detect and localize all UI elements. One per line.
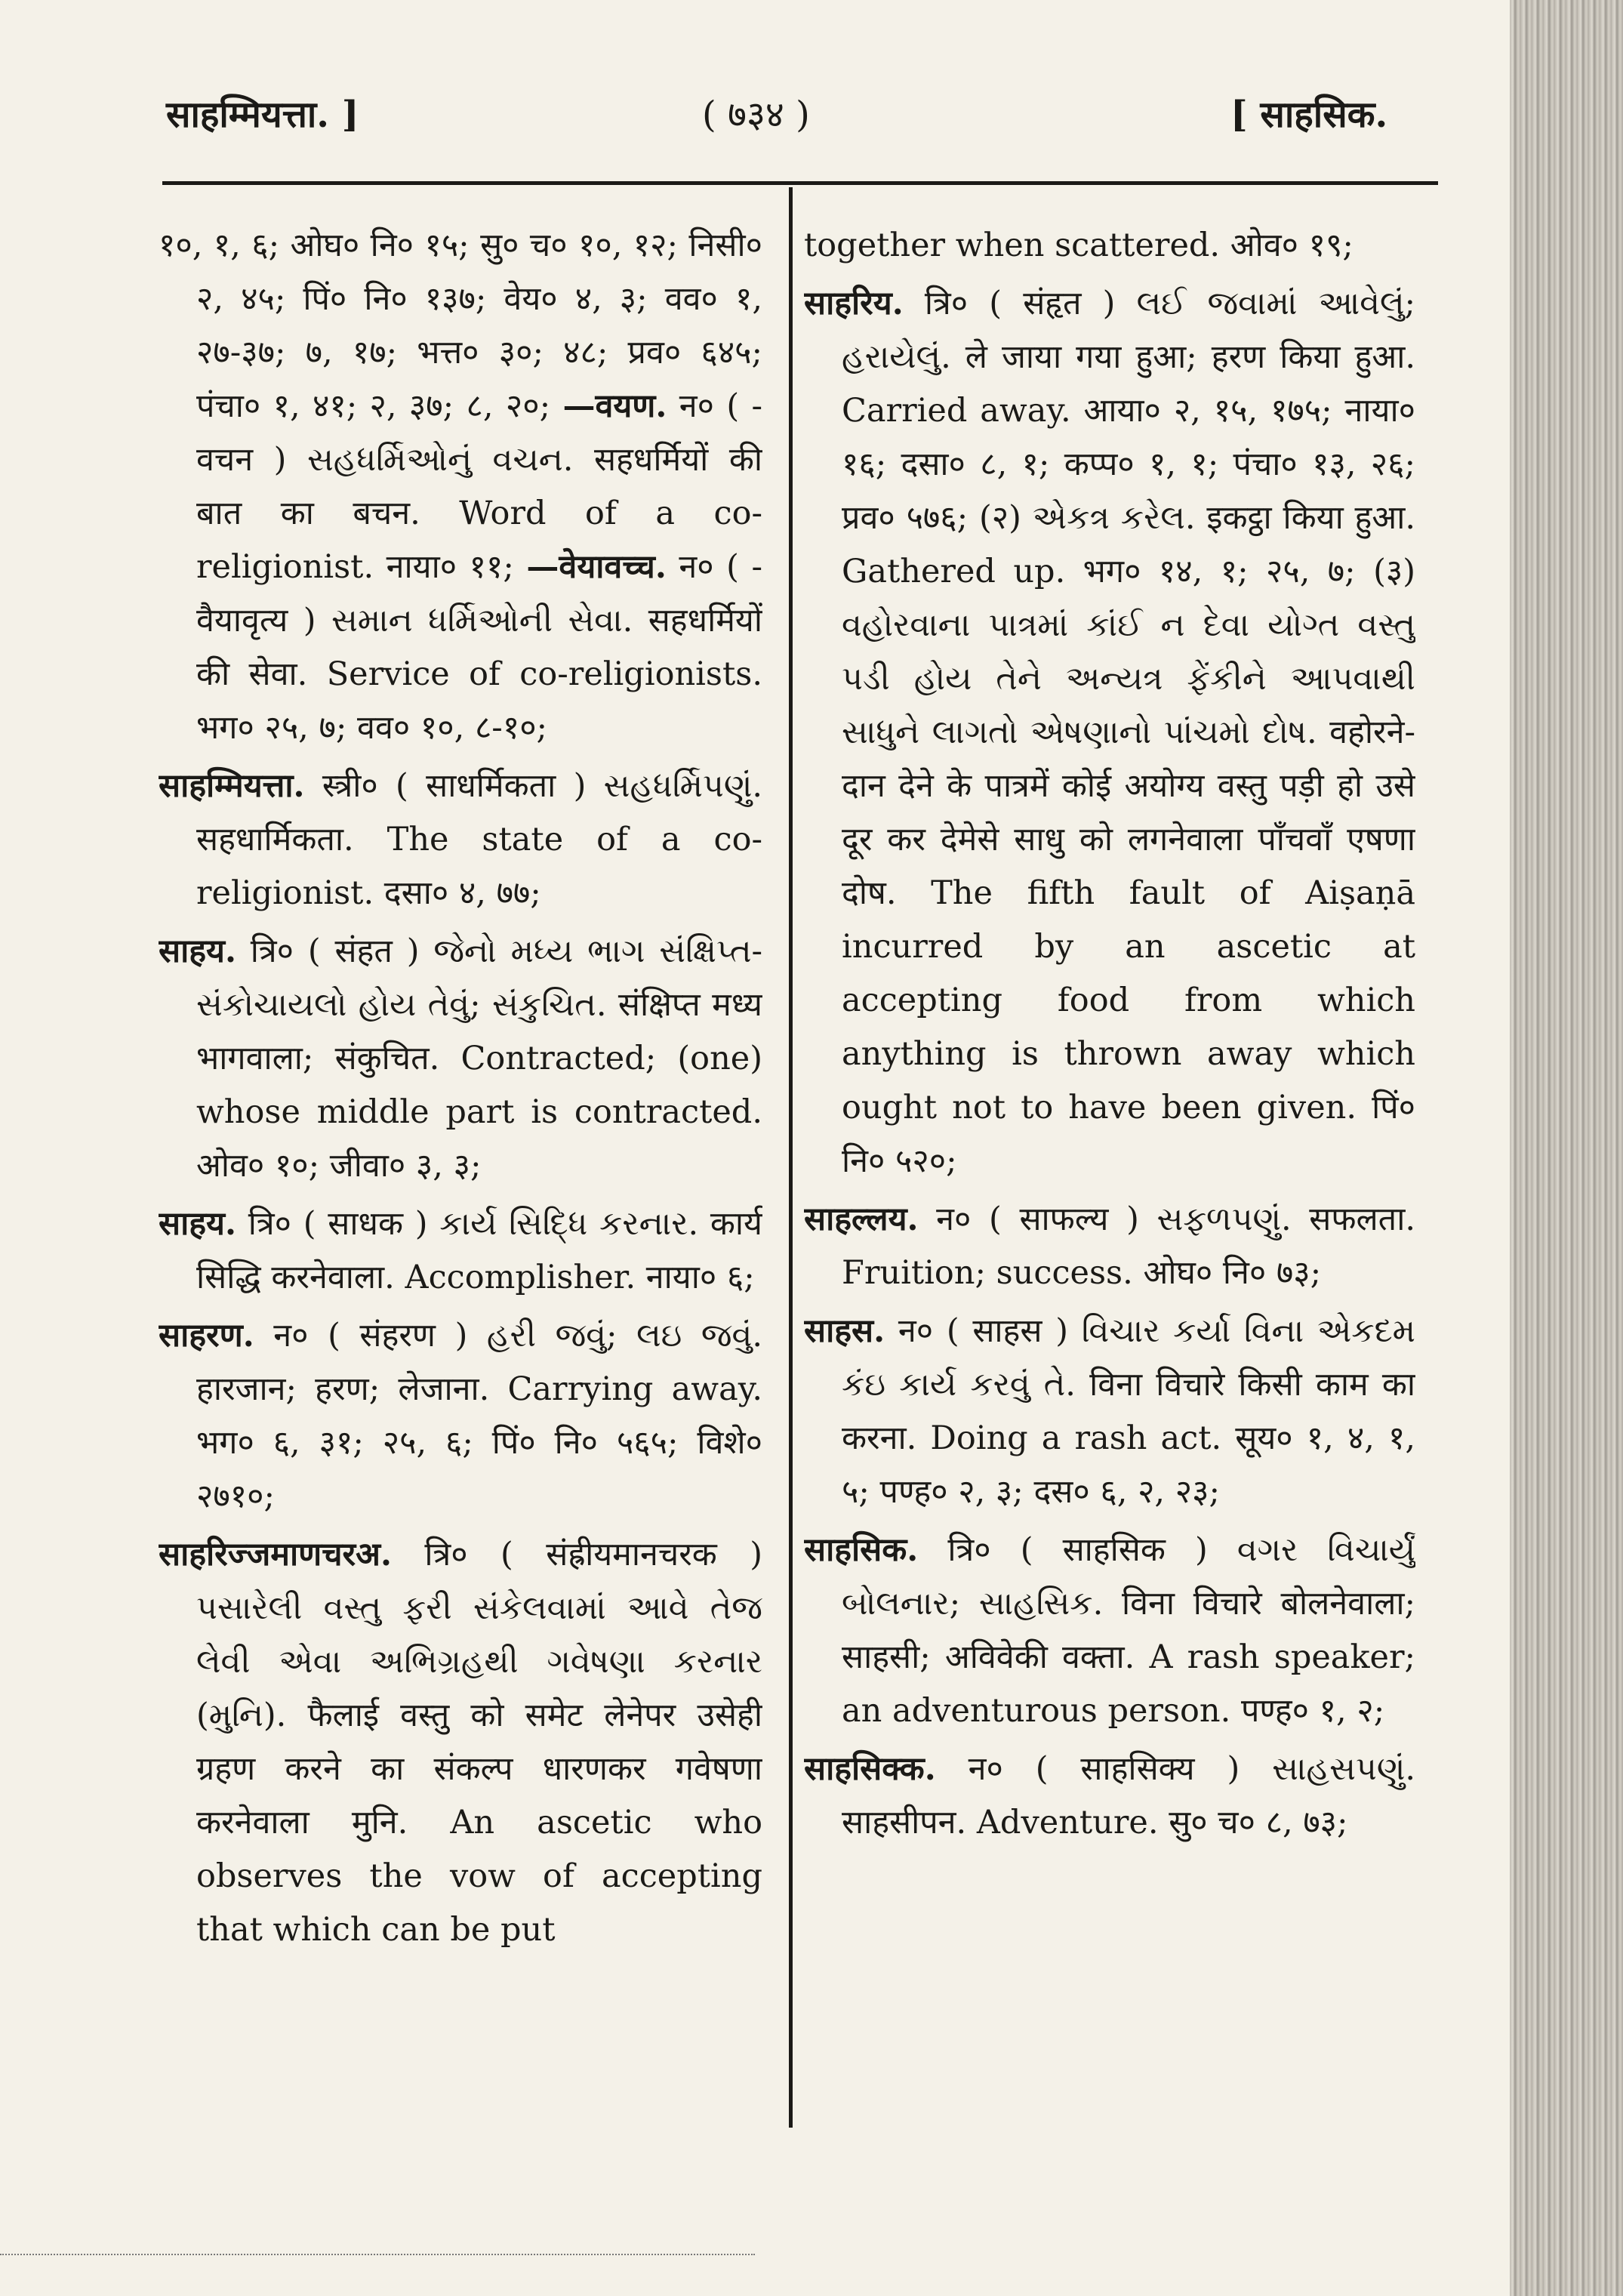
dictionary-entry: साहल्लय. न० ( साफल्य ) સફળપણું. सफलता. Fruition; success. ओघ० नि० ७३; bbox=[804, 1200, 1415, 1292]
left-column bbox=[159, 219, 762, 2152]
headword: साहय. bbox=[159, 932, 236, 970]
headword: साहरण. bbox=[159, 1317, 254, 1354]
dictionary-entry: साहस. न० ( साहस ) વિચાર કર્યા વિના એકદમ કંઇ કાર્ય કરવું તે. विना विचारे किसी काम का करना. Doing a rash act. सूय० १, ४, १, ५; पण्ह० २, ३; दस० ६, २, २३; bbox=[804, 1312, 1415, 1511]
dictionary-entry: साहरिय. त्रि० ( संहृत ) લઈ જવામાં આવેલું; હરાયેલું. ले जाया गया हुआ; हरण किया हुआ. Carried away. आया० २, १५, १७५; नाया० १६; दसा० ८, १; कप्प० १, १; पंचा० १३, २६; प्रव० ५७६; (२) એકત્ર કરેલ. इकट्ठा किया हुआ. Gathered up. भग० १४, १; २५, ७; (३) વહોરવાના પાત્રમાં કાંઈ ન દેવા યોગ્ત વસ્તુ પડી હોય તેને અન્યત્ર ફેંકીને આપવાથી સાધુને લાગતો એષણાનો પાંચમો દોષ. वहोरने-दान देने के पात्रमें कोई अयोग्य वस्तु पड़ी हो उसे दूर कर देमेसे साधु को लगनेवाला पाँचवाँ एषणा दोष. The fifth fault of Aiṣaṇā incurred by an ascetic at accepting food from which anything is thrown away which ought not to have been given. पिं० नि० ५२०; bbox=[804, 285, 1415, 1180]
headword: साहरिय. bbox=[804, 285, 904, 322]
headword: साहसिक्क. bbox=[804, 1750, 936, 1788]
headword: साहस. bbox=[804, 1312, 885, 1350]
dictionary-entry: साहम्मियत्ता. स्त्री० ( साधर्मिकता ) સહધર્મિપણું. सहधार्मिकता. The state of a co-religionist. दसा० ४, ७७; bbox=[159, 767, 762, 912]
sub-headword: —वयण. bbox=[562, 387, 667, 425]
header-rule bbox=[162, 181, 1438, 185]
page-number: ( ७३४ ) bbox=[702, 94, 810, 136]
book-binding-edge bbox=[1510, 0, 1623, 2296]
dictionary-entry: साहसिक. त्रि० ( साहसिक ) વગર વિચાર્યું બોલનાર; સાહસિક. विना विचारे बोलनेवाला; साहसी; अविवेकी वक्ता. A rash speaker; an adventurous person. पण्ह० १, २; bbox=[804, 1531, 1415, 1730]
entry-continuation: १०, १, ६; ओघ० नि० १५; सु० च० १०, १२; निसी० २, ४५; पिं० नि० १३७; वेय० ४, ३; वव० १, २७-३७; ७, १७; भत्त० ३०; ४८; प्रव० ६४५; पंचा० १, ४१; २, ३७; ८, २०; —वयण. न० ( -वचन ) સહધર્મિઓનું વચન. सहधर्मियों की बात का बचन. Word of a co-religionist. नाया० ११; —वेयावच्च. न० ( -वैयावृत्य ) સમાન ધર્મિઓની સેવા. सहधर्मियों की सेवा. Service of co-religionists. भग० २५, ७; वव० १०, ८-१०; bbox=[159, 227, 762, 747]
dictionary-entry: साहरण. न० ( संहरण ) હરી જવું; લઇ જવું. हारजान; हरण; लेजाना. Carrying away. भग० ६, ३१; २५, ६; पिं० नि० ५६५; विशे० २७१०; bbox=[159, 1317, 762, 1515]
sub-headword: —वेयावच्च. bbox=[526, 548, 667, 586]
right-column bbox=[804, 219, 1415, 2152]
footer-dotted-rule bbox=[0, 2254, 755, 2255]
header-first-word: साहम्मियत्ता. ] bbox=[166, 94, 359, 136]
dictionary-entry: साहसिक्क. न० ( साहसिक्य ) સાહસપણું. साहसीपन. Adventure. सु० च० ८, ७३; bbox=[804, 1750, 1415, 1841]
column-divider bbox=[789, 187, 793, 2128]
headword: साहसिक. bbox=[804, 1531, 919, 1569]
header-last-word: [ साहसिक. bbox=[1230, 94, 1388, 136]
dictionary-entry: साहरिज्जमाणचरअ. त्रि० ( संह्रीयमानचरक ) પસારેલી વસ્તુ ફરી સંકેલવામાં આવે તેજ લેવી એવા અભિગ્રહથી ગવેષણા કરનાર (મુનિ). फैलाई वस्तु को समेट लेनेपर उसेही ग्रहण करने का संकल्प धारणकर गवेषणा करनेवाला मुनि. An ascetic who observes the vow of accepting that which can be put bbox=[159, 1536, 762, 1949]
dictionary-entry: साहय. त्रि० ( संहत ) જેનો મધ્ય ભાગ સંક્ષિપ્ત-સંકોચાયલો હોય તેવું; સંકુચિત. संक्षिप्त मध्य भागवाला; संकुचित. Contracted; (one) whose middle part is contracted. ओव० १०; जीवा० ३, ३; bbox=[159, 932, 762, 1185]
headword: साहय. bbox=[159, 1205, 236, 1243]
headword: साहम्मियत्ता. bbox=[159, 767, 305, 805]
entry-continuation: together when scattered. ओव० १९; bbox=[804, 227, 1354, 264]
dictionary-entry: साहय. त्रि० ( साधक ) કાર્ય સિદ્ધિ કરનાર. कार्य सिद्धि करनेवाला. Accomplisher. नाया० ६; bbox=[159, 1205, 762, 1296]
headword: साहरिज्जमाणचरअ. bbox=[159, 1536, 392, 1573]
headword: साहल्लय. bbox=[804, 1200, 919, 1238]
